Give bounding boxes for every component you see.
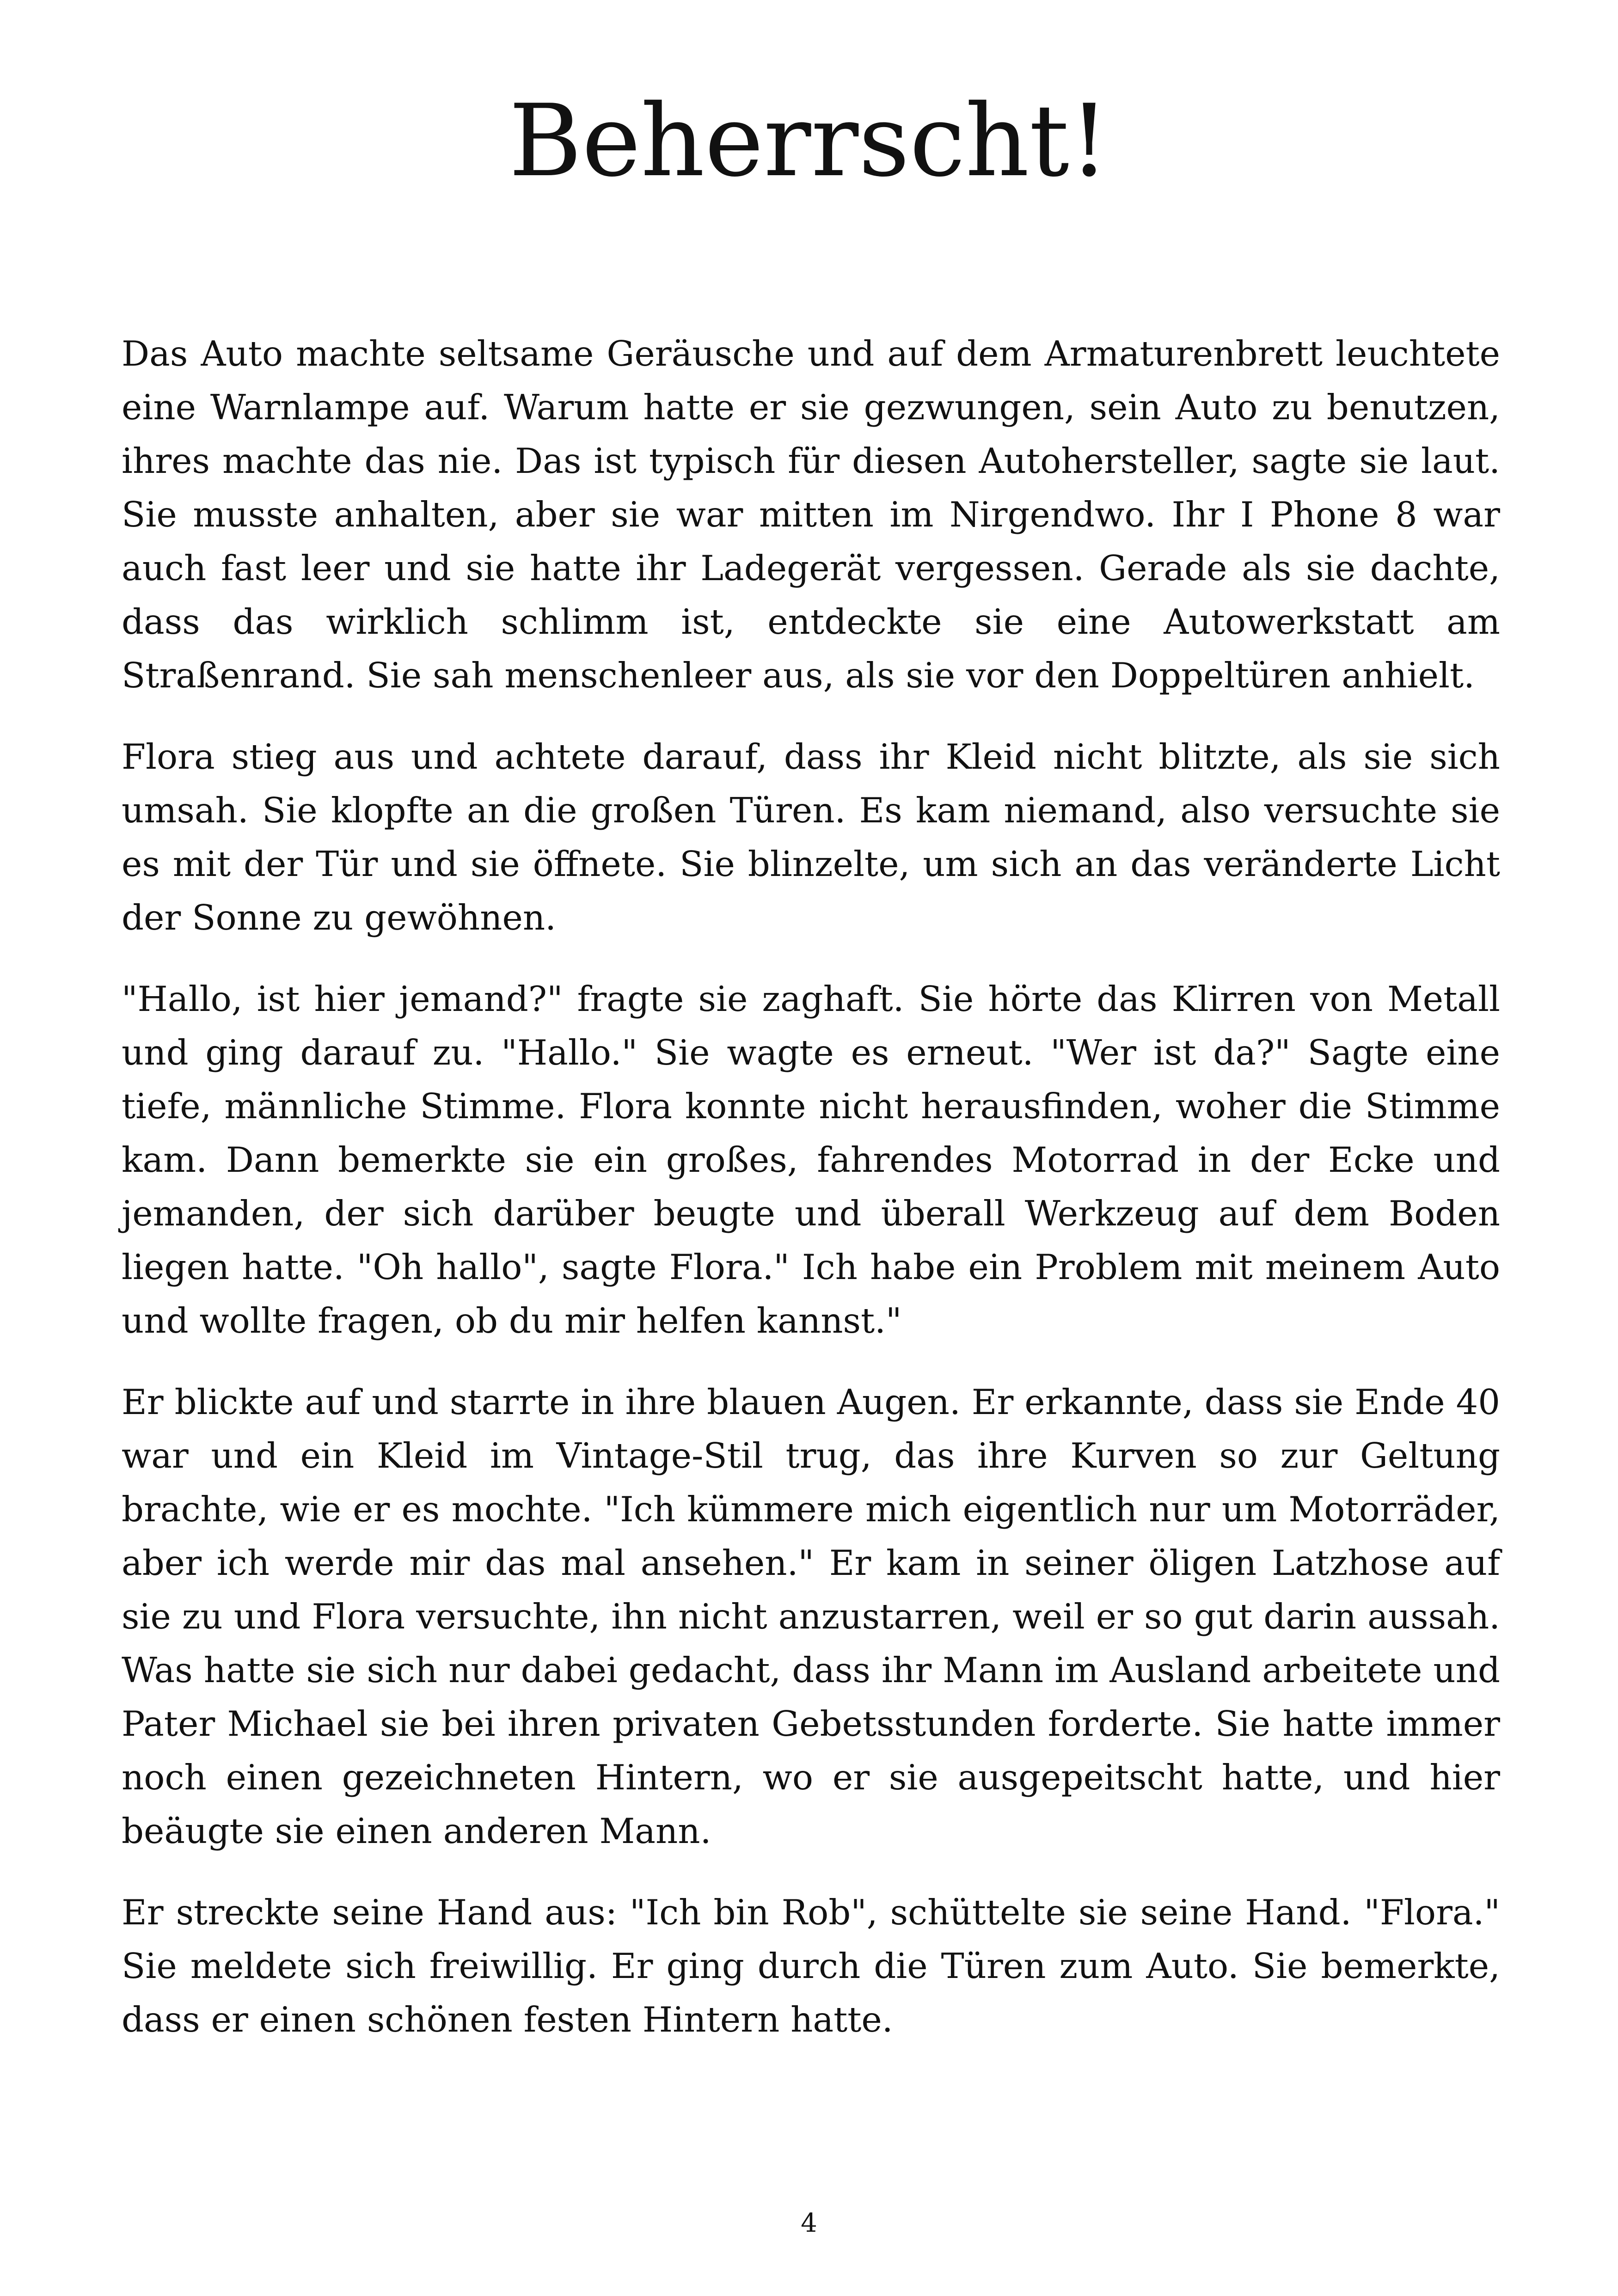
paragraph-5: Er streckte seine Hand aus: "Ich bin Rob", schüttelte sie seine Hand. "Flora." Sie meldete sich freiwillig. Er ging durch die Türen zum Auto. Sie bemerkte, dass er einen schönen festen Hintern hatte. xyxy=(122,1892,1500,2040)
page-title: Beherrscht! xyxy=(509,83,1109,199)
paragraph-3: "Hallo, ist hier jemand?" fragte sie zaghaft. Sie hörte das Klirren von Metall und ging darauf zu. "Hallo." Sie wagte es erneut. "Wer ist da?" Sagte eine tiefe, männliche Stimme. Flora konnte nicht herausfinden, woher die Stimme kam. Dann bemerkte sie ein großes, fahrendes Motorrad in der Ecke und jemanden, der sich darüber beugte und überall Werkzeug auf dem Boden liegen hatte. "Oh hallo", sagte Flora." Ich habe ein Problem mit meinem Auto und wollte fragen, ob du mir helfen kannst." xyxy=(122,979,1500,1341)
page-number: 4 xyxy=(801,2208,817,2238)
body-text xyxy=(122,327,1500,2074)
paragraph-4: Er blickte auf und starrte in ihre blauen Augen. Er erkannte, dass sie Ende 40 war und ein Kleid im Vintage-Stil trug, das ihre Kurven so zur Geltung brachte, wie er es mochte. "Ich kümmere mich eigentlich nur um Motorräder, aber ich werde mir das mal ansehen." Er kam in seiner öligen Latzhose auf sie zu und Flora versuchte, ihn nicht anzustarren, weil er so gut darin aussah. Was hatte sie sich nur dabei gedacht, dass ihr Mann im Ausland arbeitete und Pater Michael sie bei ihren privaten Gebetsstunden forderte. Sie hatte immer noch einen gezeichneten Hintern, wo er sie ausgepeitscht hatte, und hier beäugte sie einen anderen Mann. xyxy=(122,1382,1500,1851)
paragraph-2: Flora stieg aus und achtete darauf, dass ihr Kleid nicht blitzte, als sie sich umsah. Sie klopfte an die großen Türen. Es kam niemand, also versuchte sie es mit der Tür und sie öffnete. Sie blinzelte, um sich an das veränderte Licht der Sonne zu gewöhnen. xyxy=(122,736,1500,938)
paragraph-1: Das Auto machte seltsame Geräusche und auf dem Armaturenbrett leuchtete eine Warnlampe auf. Warum hatte er sie gezwungen, sein Auto zu benutzen, ihres machte das nie. Das ist typisch für diesen Autohersteller, sagte sie laut. Sie musste anhalten, aber sie war mitten im Nirgendwo. Ihr I Phone 8 war auch fast leer und sie hatte ihr Ladegerät vergessen. Gerade als sie dachte, dass das wirklich schlimm ist, entdeckte sie eine Autowerkstatt am Straßenrand. Sie sah menschenleer aus, als sie vor den Doppeltüren anhielt. xyxy=(122,333,1500,696)
